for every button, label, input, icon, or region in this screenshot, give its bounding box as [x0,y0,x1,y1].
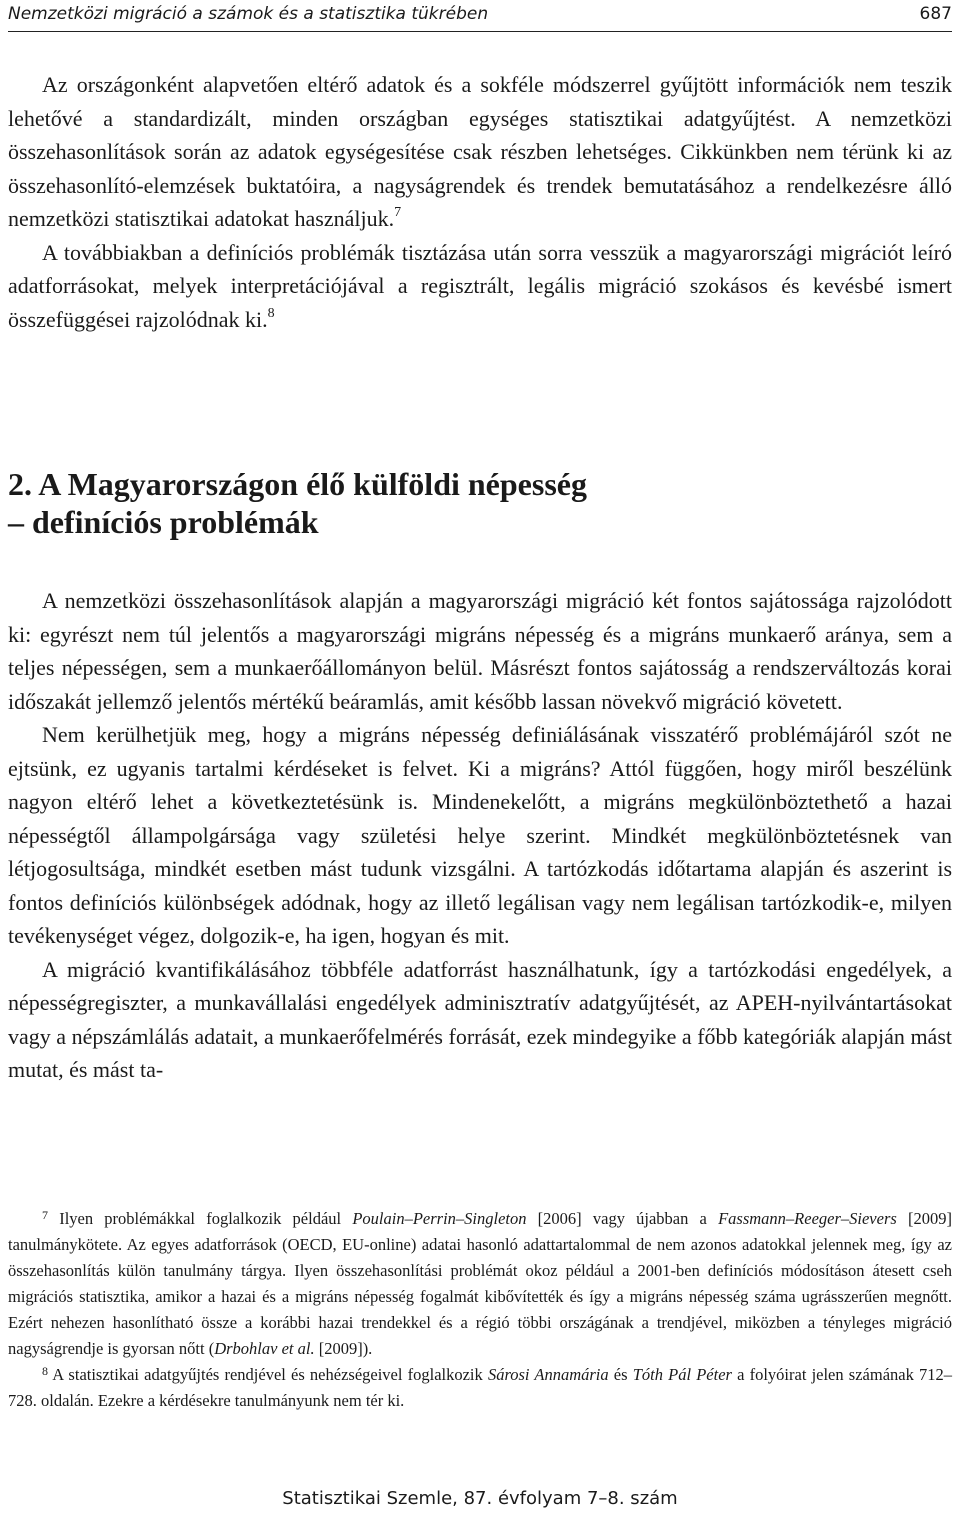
footnote-7-text-2: [2006] vagy újabban a [526,1209,719,1228]
footnote-ref-8[interactable]: 8 [267,305,275,321]
header-rule [8,31,952,32]
page-number: 687 [919,4,952,24]
footnote-8-text-3: a folyóirat jelen számának 712–728. oldalán. Ezekre a kérdésekre tanulmányunk nem tér ki. [8,1365,953,1410]
footnotes [8,1206,952,1414]
footnote-ref-7[interactable]: 7 [394,205,402,220]
footnote-7-text-3: [2009] tanulmánykötete. Az egyes adatforrások (OECD, EU-online) adatai hasonló adattartalommal de nem azonos adatokkal jelennek meg, így az összehasonlítás külön tanulmány tárgya. Ilyen összehasonlítási problémát okoz például a 2001-ben definíciós módosításon átesett cseh migrációs statisztika, amikor a hazai és a migráns népesség fogalmát kibővítették és így a migráns népesség száma ugrásszerűen megnőtt. Ezért nehezen hasonlítható össze a korábbi hazai trendekkel és a régió többi országának a trendjével, miközben a tényleges migráció nagyságrendje is gyorsan nőtt ( [8,1209,952,1358]
section-body [8,584,952,1087]
section-heading [8,465,952,541]
section-heading-line-2: – definíciós problémák [8,504,319,540]
running-header-title: Nemzetközi migráció a számok és a statisztika tükrében [8,4,489,24]
footnote-7-text-1: Ilyen problémákkal foglalkozik például [59,1209,353,1228]
running-footer: Statisztikai Szemle, 87. évfolyam 7–8. szám [282,1488,678,1509]
section-paragraph-2: Nem kerülhetjük meg, hogy a migráns népesség definiálásának visszatérő problémájáról szót ne ejtsünk, ez ugyanis tartalmi kérdéseket is felvet. Ki a migráns? Attól függően, hogy miről beszélünk nagyon eltérő lehet a következtetésünk is. Mindenekelőtt, a migráns megkülönböztethető a hazai népességtől állampolgársága vagy születési helye szerint. Mindkét megkülönböztetésnek van létjogosultsága, mindkét esetben mást tudunk vizsgálni. A tartózkodás időtartama alapján és aszerint is fontos definíciós különbségek adódnak, hogy az illető legálisan vagy nem legálisan tartózkodik-e, milyen tevékenységet végez, dolgozik-e, ha igen, hogyan és mit. [8,722,952,948]
intro-text [8,68,952,336]
footnote-8 [8,1362,952,1414]
footnote-7-author-1: Poulain–Perrin–Singleton [352,1209,527,1228]
intro-paragraph-2 [8,236,952,337]
footnote-8-text-1: A statisztikai adatgyűjtés rendjével és nehézségeivel foglalkozik [52,1365,488,1384]
footnote-7-author-3: Drbohlav et al. [214,1339,315,1358]
footnote-8-text-2: és [608,1365,633,1384]
footnote-8-author-1: Sárosi Annamária [487,1365,609,1384]
intro-paragraph-2-text: A továbbiakban a definíciós problémák tisztázása után sorra vesszük a magyarországi migrációt leíró adatforrásokat, melyek interpretációjával a regisztrált, legális migráció szokásos és kevésbé ismert összefüggései rajzolódnak ki. [8,239,952,332]
section-heading-line-1: 2. A Magyarországon élő külföldi népesség [8,466,587,502]
footnote-8-author-2: Tóth Pál Péter [632,1365,732,1384]
section-paragraph-1: A nemzetközi összehasonlítások alapján a magyarországi migráció két fontos sajátossága rajzolódott ki: egyrészt nem túl jelentős a magyarországi migráns népesség és a migráns munkaerő aránya, sem a teljes népességen, sem a munkaerőállományon belül. Másrészt fontos sajátosság a rendszerváltozás korai időszakát jellemző jelentős mértékű beáramlás, amit később lassan növekvő migráció követett. [8,588,952,714]
intro-paragraph-1-text: Az országonként alapvetően eltérő adatok és a sokféle módszerrel gyűjtött információk nem teszik lehetővé a standardizált, minden országban egységes statisztikai adatgyűjtést. A nemzetközi összehasonlítások során az adatok egységesítése csak részben lehetséges. Cikkünkben nem térünk ki az összehasonlító-elemzések buktatóira, a nagyságrendek és trendek bemutatásához a rendelkezésre álló nemzetközi statisztikai adatokat használjuk. [8,72,952,231]
intro-paragraph-1 [8,68,952,236]
footnote-7-number: 7 [42,1208,48,1222]
footnote-8-number: 8 [42,1364,48,1378]
running-header [8,0,952,28]
footnote-7-author-2: Fassmann–Reeger–Sievers [718,1209,897,1228]
section-paragraph-3: A migráció kvantifikálásához többféle adatforrást használhatunk, így a tartózkodási engedélyek, a népességregiszter, a munkavállalási engedélyek adminisztratív adatgyűjtését, az APEH-nyilvántartásokat vagy a népszámlálás adatait, a munkaerőfelmérés forrását, ezek mindegyike a főbb kategóriák alapján mást mutat, és mást ta- [8,956,952,1082]
footnote-7 [8,1206,952,1362]
footnote-7-text-4: [2009]). [314,1339,373,1358]
